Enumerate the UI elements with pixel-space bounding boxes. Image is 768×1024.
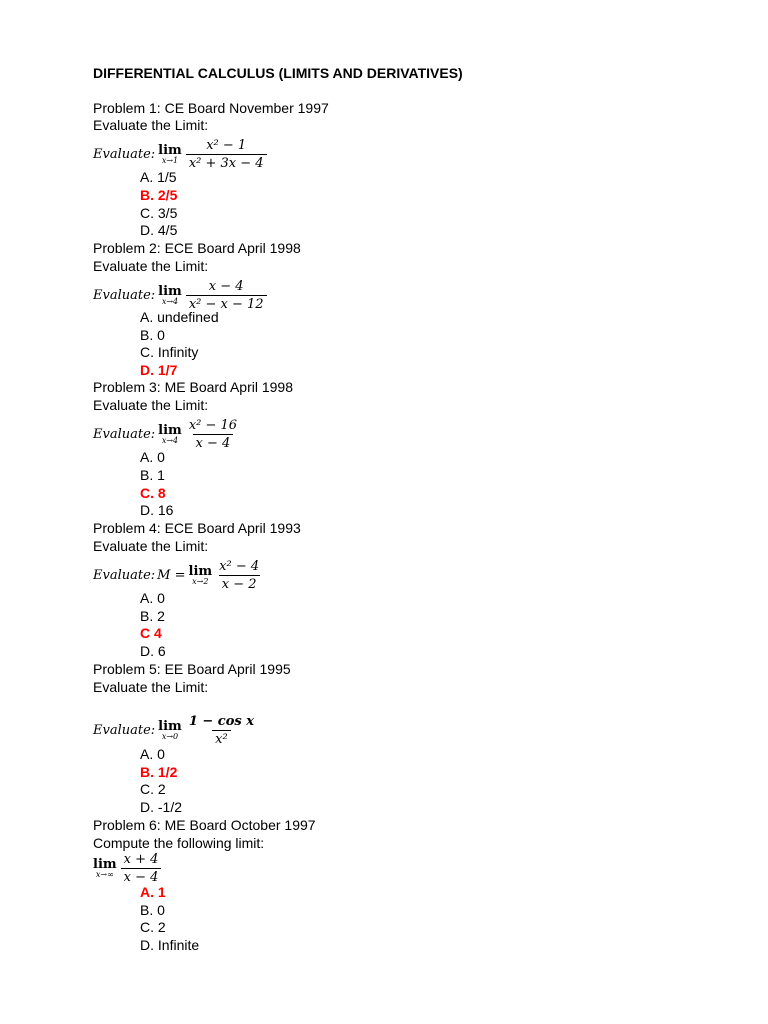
fraction-numerator: x + 4	[123, 852, 159, 867]
lim-word: lim	[158, 423, 182, 438]
fraction-denominator: x − 4	[121, 868, 162, 885]
answer-choice: B. 1	[140, 467, 165, 483]
evaluate-label: Evaluate:	[93, 147, 156, 162]
limit-operator	[158, 424, 182, 445]
lim-word: lim	[158, 143, 182, 158]
problem-header: Problem 6: ME Board October 1997	[93, 817, 316, 833]
limit-operator	[158, 720, 182, 741]
problem-prompt: Evaluate the Limit:	[93, 679, 209, 695]
problem-header: Problem 5: EE Board April 1995	[93, 661, 291, 677]
lim-subscript: x→0	[161, 732, 179, 741]
fraction	[186, 418, 240, 451]
lim-subscript: x→4	[161, 436, 179, 445]
problem-header: Problem 1: CE Board November 1997	[93, 100, 329, 116]
answer-choice: D. -1/2	[140, 799, 183, 815]
fraction	[121, 852, 162, 885]
fraction-numerator: x² − 4	[219, 559, 260, 574]
answer-choice: D. 16	[140, 502, 174, 518]
evaluate-label: Evaluate:	[93, 568, 156, 583]
problem-prompt: Evaluate the Limit:	[93, 538, 209, 554]
answer-choice: D. Infinite	[140, 937, 200, 953]
problem-header: Problem 2: ECE Board April 1998	[93, 240, 301, 256]
fraction-numerator: x² − 1	[206, 138, 247, 153]
fraction-denominator: x² + 3x − 4	[186, 154, 267, 171]
answer-choice: D. 6	[140, 643, 166, 659]
answer-choice: C. Infinity	[140, 344, 199, 360]
answer-choice: B. 2	[140, 608, 165, 624]
evaluate-label: Evaluate:	[93, 288, 156, 303]
expression-prefix: M =	[157, 568, 186, 583]
evaluate-label: Evaluate:	[93, 723, 156, 738]
correct-answer-choice: C 4	[140, 625, 162, 641]
answer-choice: A. 0	[140, 746, 165, 762]
problem-prompt: Evaluate the Limit:	[93, 397, 209, 413]
correct-answer-choice: A. 1	[140, 884, 166, 900]
problem-prompt: Compute the following limit:	[93, 835, 265, 851]
lim-word: lim	[158, 284, 182, 299]
problem-prompt: Evaluate the Limit:	[93, 258, 209, 274]
fraction	[186, 279, 267, 312]
evaluate-label: Evaluate:	[93, 427, 156, 442]
answer-choice: A. undefined	[140, 309, 219, 325]
fraction-denominator: x²	[212, 730, 231, 747]
limit-operator	[189, 565, 213, 586]
answer-choice: B. 0	[140, 902, 165, 918]
fraction-numerator: x − 4	[208, 279, 244, 294]
correct-answer-choice: C. 8	[140, 485, 166, 501]
limit-expression	[93, 852, 161, 885]
problem-header: Problem 3: ME Board April 1998	[93, 379, 293, 395]
answer-choice: B. 0	[140, 327, 165, 343]
lim-subscript: x→2	[192, 577, 209, 586]
correct-answer-choice: B. 2/5	[140, 187, 178, 203]
limit-operator	[158, 285, 182, 306]
limit-expression	[93, 714, 257, 747]
lim-subscript: x→1	[161, 156, 179, 165]
answer-choice: A. 0	[140, 449, 165, 465]
limit-expression	[93, 559, 262, 592]
problem-header: Problem 4: ECE Board April 1993	[93, 520, 301, 536]
lim-subscript: x→∞	[95, 870, 114, 879]
correct-answer-choice: B. 1/2	[140, 764, 178, 780]
answer-choice: C. 2	[140, 781, 166, 797]
problem-prompt: Evaluate the Limit:	[93, 117, 209, 133]
fraction-denominator: x − 2	[219, 575, 260, 592]
lim-subscript: x→4	[161, 297, 179, 306]
answer-choice: C. 3/5	[140, 205, 178, 221]
fraction	[216, 559, 262, 592]
fraction-denominator: x² − x − 12	[186, 295, 267, 312]
fraction	[186, 714, 257, 747]
correct-answer-choice: D. 1/7	[140, 362, 178, 378]
limit-expression	[93, 418, 240, 451]
lim-word: lim	[188, 564, 213, 579]
answer-choice: C. 2	[140, 919, 166, 935]
lim-word: lim	[158, 719, 182, 734]
answer-choice: D. 4/5	[140, 222, 178, 238]
fraction-numerator: 1 − cos x	[188, 714, 254, 729]
fraction-denominator: x − 4	[193, 434, 234, 451]
limit-operator	[93, 858, 117, 879]
limit-operator	[158, 144, 182, 165]
answer-choice: A. 1/5	[140, 169, 177, 185]
limit-expression	[93, 279, 267, 312]
fraction-numerator: x² − 16	[188, 418, 238, 433]
limit-expression	[93, 138, 267, 171]
lim-word: lim	[93, 857, 117, 872]
answer-choice: A. 0	[140, 590, 165, 606]
document-title: DIFFERENTIAL CALCULUS (LIMITS AND DERIVATIVES)	[93, 65, 463, 81]
fraction	[186, 138, 267, 171]
